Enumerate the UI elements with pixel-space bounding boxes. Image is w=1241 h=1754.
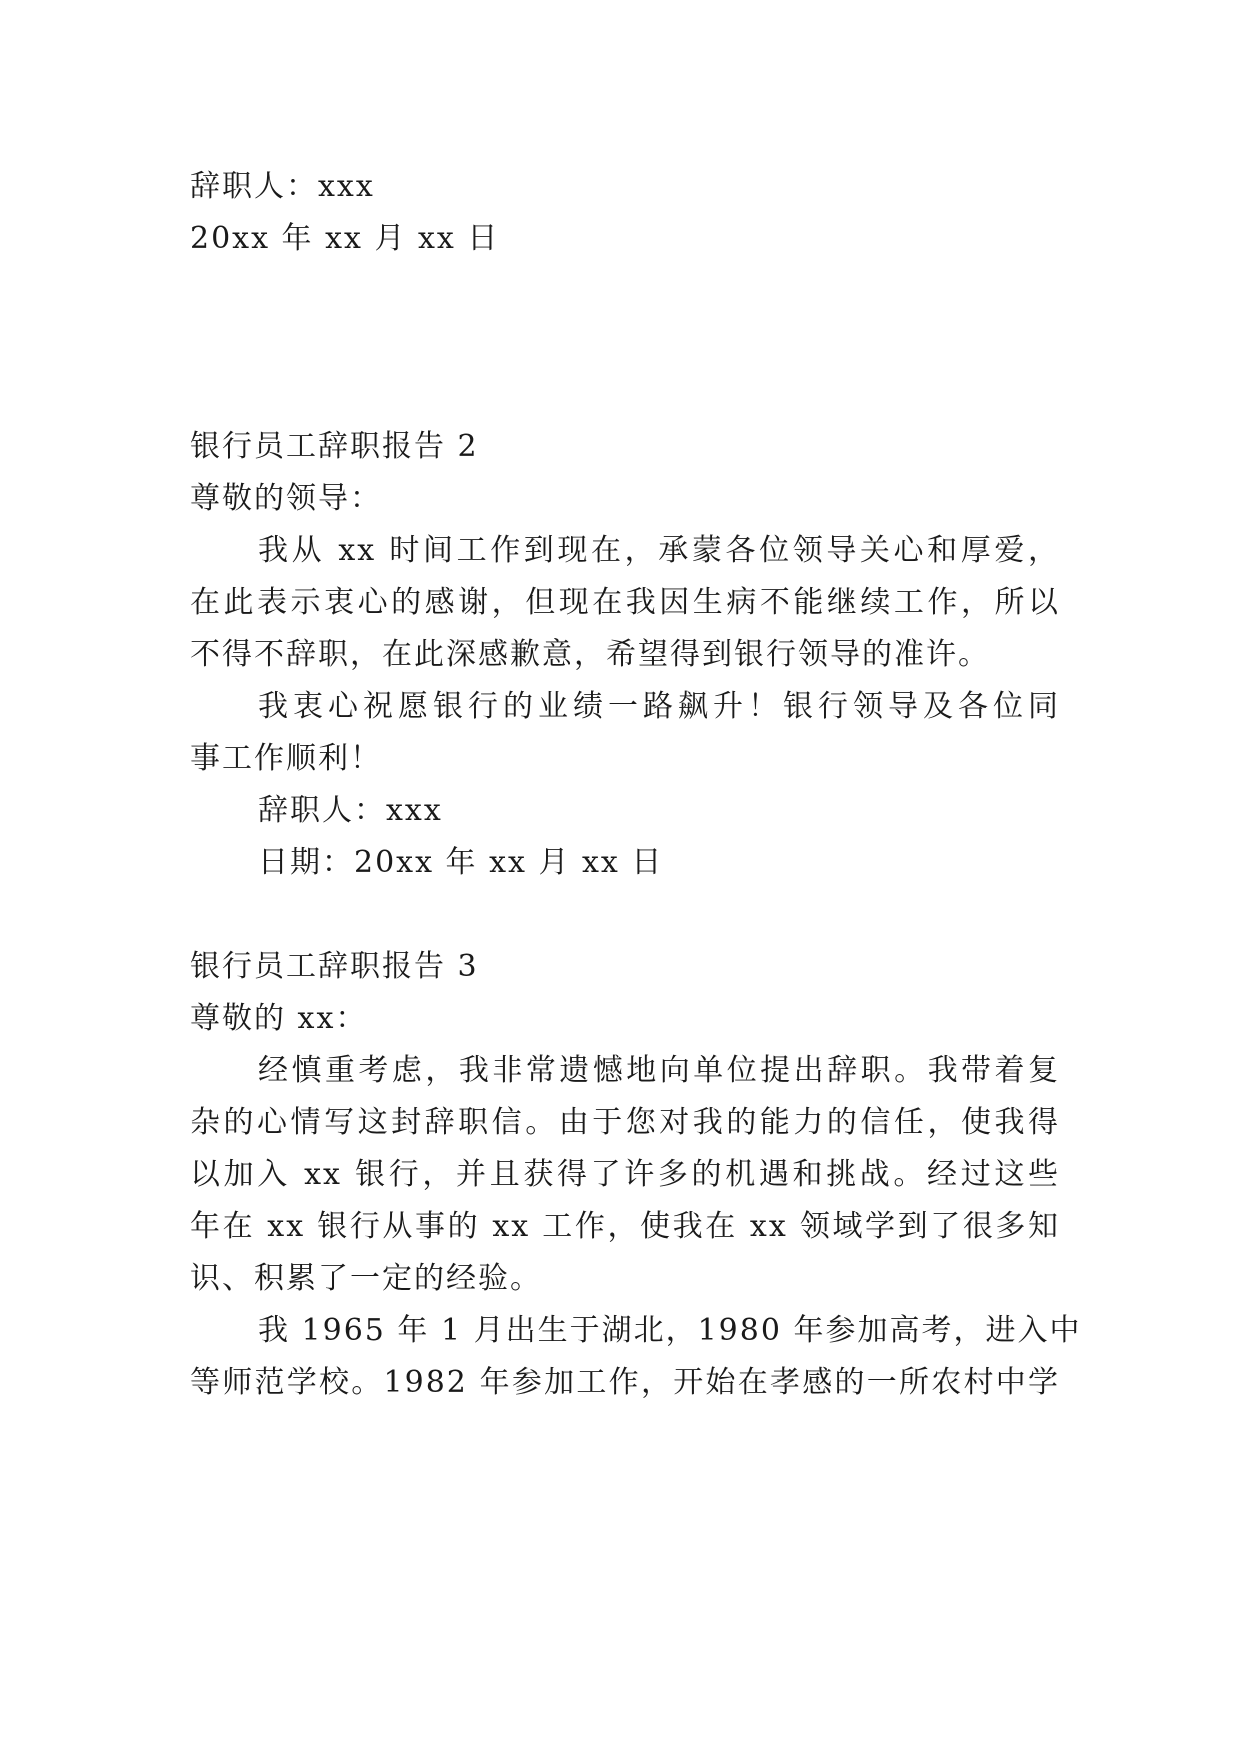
- signer-line: 辞职人：xxx: [190, 169, 375, 204]
- paragraph-line: 识、积累了一定的经验。: [190, 1261, 542, 1296]
- paragraph-line: 经慎重考虑，我非常遗憾地向单位提出辞职。我带着复: [258, 1053, 1060, 1088]
- paragraph-line: 杂的心情写这封辞职信。由于您对我的能力的信任，使我得: [190, 1105, 1060, 1140]
- signer-line: 辞职人：xxx: [258, 793, 443, 828]
- paragraph-line: 事工作顺利！: [190, 741, 382, 776]
- paragraph-line: 在此表示衷心的感谢，但现在我因生病不能继续工作，所以: [190, 585, 1060, 620]
- paragraph-line: 我衷心祝愿银行的业绩一路飙升！银行领导及各位同: [258, 689, 1060, 724]
- paragraph-line: 我从 xx 时间工作到现在，承蒙各位领导关心和厚爱，: [258, 533, 1060, 568]
- section-title: 银行员工辞职报告 2: [190, 429, 479, 464]
- salutation: 尊敬的领导：: [190, 481, 382, 516]
- section-title: 银行员工辞职报告 3: [190, 949, 479, 984]
- paragraph-line: 年在 xx 银行从事的 xx 工作，使我在 xx 领域学到了很多知: [190, 1209, 1060, 1244]
- paragraph-line: 我 1965 年 1 月出生于湖北，1980 年参加高考，进入中: [258, 1313, 1082, 1348]
- salutation: 尊敬的 xx：: [190, 1001, 368, 1036]
- date-line: 20xx 年 xx 月 xx 日: [190, 221, 500, 256]
- paragraph-line: 等师范学校。1982 年参加工作，开始在孝感的一所农村中学: [190, 1365, 1060, 1400]
- date-line: 日期：20xx 年 xx 月 xx 日: [258, 845, 664, 880]
- paragraph-line: 不得不辞职，在此深感歉意，希望得到银行领导的准许。: [190, 637, 990, 672]
- paragraph-line: 以加入 xx 银行，并且获得了许多的机遇和挑战。经过这些: [190, 1157, 1060, 1192]
